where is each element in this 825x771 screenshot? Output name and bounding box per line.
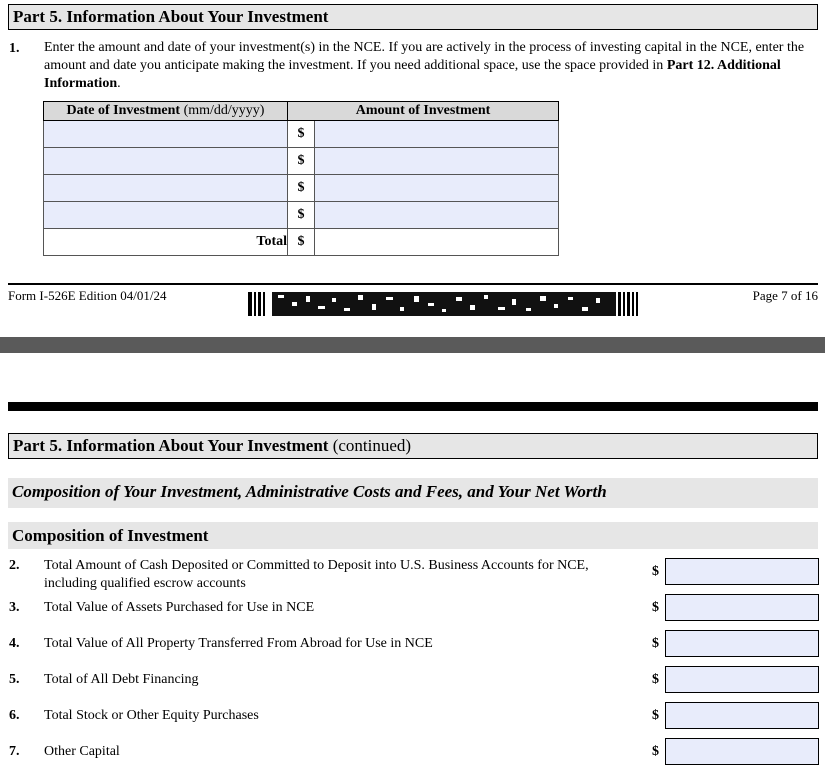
total-amount [315, 229, 559, 256]
investment-table [43, 101, 559, 256]
q1-number: 1. [9, 41, 20, 56]
amount-column-header: Amount of Investment [288, 102, 559, 121]
item-2-number: 2. [9, 558, 20, 573]
total-label: Total [44, 229, 288, 256]
assets-purchased-input[interactable] [665, 594, 819, 621]
form-edition: Form I-526E Edition 04/01/24 [8, 288, 167, 303]
continued-label: (continued) [328, 436, 412, 455]
composition-subsection-title: Composition of Investment [8, 522, 818, 549]
amount-input[interactable] [315, 175, 559, 202]
dollar-sign: $ [288, 175, 315, 202]
other-capital-input[interactable] [665, 738, 819, 765]
item-3-label: Total Value of Assets Purchased for Use in NCE [44, 600, 315, 615]
part5-continued-header [8, 433, 818, 459]
table-row [44, 175, 559, 202]
q1-part12-ref: Part 12. Additional Information [44, 58, 781, 91]
date-column-header [44, 102, 288, 121]
property-transferred-input[interactable] [665, 630, 819, 657]
q1-text: Enter the amount and date of your investment(s) in the NCE. If you are actively in the process of investing capital in the NCE, enter the amount and date you anticipate making the investment. If you need additional space, use the space provided in [44, 40, 805, 73]
date-column-title: Date of Investment [66, 103, 181, 118]
date-input[interactable] [44, 175, 288, 202]
item-4-label: Total Value of All Property Transferred From Abroad for Use in NCE [44, 636, 433, 651]
item-5-dollar: $ [652, 672, 659, 687]
item-7-dollar: $ [652, 744, 659, 759]
table-row [44, 121, 559, 148]
page-number: Page 7 of 16 [752, 288, 818, 303]
equity-purchases-input[interactable] [665, 702, 819, 729]
item-4-number: 4. [9, 636, 20, 651]
item-7-number: 7. [9, 744, 20, 759]
dollar-sign: $ [288, 229, 315, 256]
item-5-label: Total of All Debt Financing [44, 672, 199, 687]
barcode-icon [248, 292, 640, 316]
amount-input[interactable] [315, 148, 559, 175]
q1-instructions [44, 39, 809, 93]
date-input[interactable] [44, 202, 288, 229]
composition-section-title: Composition of Your Investment, Administrative Costs and Fees, and Your Net Worth [8, 478, 818, 508]
page-separator [0, 337, 825, 353]
item-6-number: 6. [9, 708, 20, 723]
part5-header [8, 4, 818, 30]
amount-input[interactable] [315, 121, 559, 148]
table-row [44, 148, 559, 175]
cash-deposited-input[interactable] [665, 558, 819, 585]
item-2-label: Total Amount of Cash Deposited or Committed to Deposit into U.S. Business Accounts for NCE, including qualified escrow accounts [44, 558, 589, 591]
footer-rule [8, 283, 818, 285]
item-2-dollar: $ [652, 564, 659, 579]
date-input[interactable] [44, 148, 288, 175]
debt-financing-input[interactable] [665, 666, 819, 693]
dollar-sign: $ [288, 202, 315, 229]
part5-title: Part 5. Information About Your Investment [13, 7, 329, 26]
amount-input[interactable] [315, 202, 559, 229]
item-3-number: 3. [9, 600, 20, 615]
part5-continued-title: Part 5. Information About Your Investment [13, 436, 329, 455]
total-row [44, 229, 559, 256]
date-format-hint: (mm/dd/yyyy) [180, 103, 265, 118]
item-6-dollar: $ [652, 708, 659, 723]
item-5-number: 5. [9, 672, 20, 687]
q1-text-end: . [117, 76, 121, 91]
item-4-dollar: $ [652, 636, 659, 651]
date-input[interactable] [44, 121, 288, 148]
dollar-sign: $ [288, 148, 315, 175]
item-3-dollar: $ [652, 600, 659, 615]
item-7-label: Other Capital [44, 744, 120, 759]
item-6-label: Total Stock or Other Equity Purchases [44, 708, 259, 723]
dollar-sign: $ [288, 121, 315, 148]
top-rule [8, 402, 818, 411]
table-row [44, 202, 559, 229]
